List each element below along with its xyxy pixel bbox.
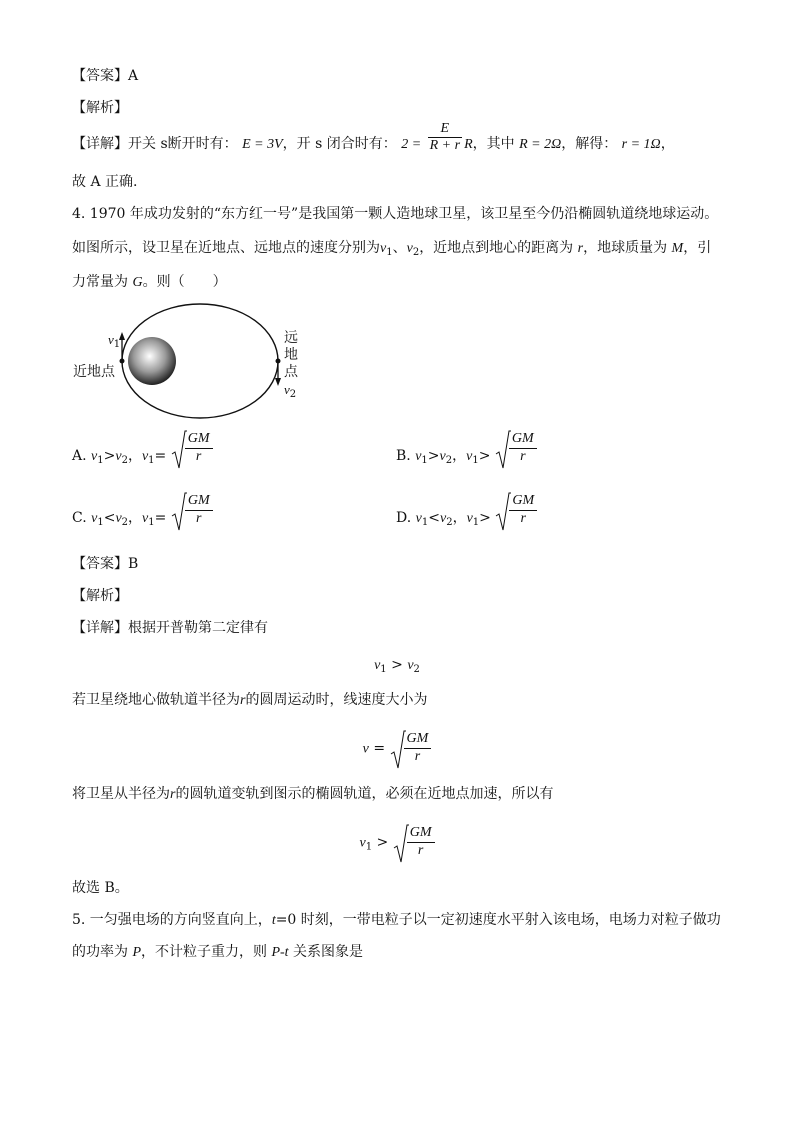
option-a[interactable] — [72, 431, 213, 471]
q4-stem-line-3 — [72, 272, 227, 293]
answer-tag: 【答案】 — [72, 556, 128, 572]
symbol-v: v — [91, 511, 98, 526]
separator: ， — [452, 448, 467, 464]
sqrt-denominator: r — [520, 449, 526, 464]
symbol-v: v — [466, 511, 473, 526]
stem-text: 关系图象是 — [293, 944, 364, 960]
sqrt-numerator: GM — [509, 430, 537, 449]
q3-answer-line — [72, 66, 138, 86]
subscript: 1 — [97, 455, 104, 466]
symbol-v: v — [406, 241, 413, 256]
sqrt-gm-over-r — [495, 492, 537, 528]
relation: < — [428, 510, 440, 526]
earth — [128, 337, 176, 385]
figure-v1-label — [108, 330, 120, 355]
detail-text: 若卫星绕地心做轨道半径为 — [72, 692, 240, 708]
symbol-p-t: P-t — [271, 945, 289, 960]
option-letter: C. — [72, 510, 87, 526]
q4-detail-line — [72, 618, 268, 638]
subscript: 2 — [121, 517, 129, 528]
q4-stem-line-2 — [72, 238, 711, 263]
equation-v1-gt-v2 — [0, 654, 794, 681]
symbol-v: v — [141, 449, 149, 464]
orbit-figure — [68, 300, 318, 420]
detail-text: ，其中 — [472, 136, 515, 152]
stem-text: ，地球质量为 — [583, 240, 668, 256]
relation: > — [479, 510, 491, 526]
symbol-v: v — [374, 658, 381, 673]
detail-tag: 【详解】 — [72, 620, 128, 636]
answer-value: B — [128, 556, 139, 572]
apogee-char: 远 — [284, 330, 298, 346]
symbol-m: M — [671, 241, 684, 256]
subscript: 1 — [421, 455, 428, 466]
symbol-v: v — [115, 449, 122, 464]
relation: = — [154, 448, 167, 464]
subscript: 1 — [380, 664, 387, 675]
subscript: 2 — [412, 247, 420, 258]
symbol-v: v — [415, 449, 422, 464]
sqrt-gm-over-r — [390, 730, 432, 767]
stem-text: 5. 一匀强电场的方向竖直向上， — [72, 912, 272, 928]
subscript: 1 — [472, 455, 479, 466]
symbol-r: r — [170, 787, 176, 802]
q4-analysis-line — [72, 586, 128, 606]
separator: ， — [128, 510, 143, 526]
sqrt-denominator: r — [520, 511, 526, 526]
sqrt-numerator: GM — [185, 492, 213, 511]
option-letter: B. — [396, 448, 411, 464]
relation: > — [427, 448, 440, 464]
sqrt-numerator: GM — [404, 730, 432, 749]
q4-stem-line-1: 4. 1970 年成功发射的“东方红一号”是我国第一颗人造地球卫星，该卫星至今仍沿椭圆轨道绕地球运动。 — [72, 206, 719, 222]
option-b[interactable] — [396, 431, 537, 471]
sqrt-numerator: GM — [185, 430, 213, 449]
v2-arrowhead — [275, 378, 281, 386]
subscript: 2 — [289, 389, 297, 400]
sqrt-gm-over-r — [495, 430, 537, 466]
option-letter: A. — [72, 448, 87, 464]
relation: > — [391, 657, 403, 673]
analysis-tag: 【解析】 — [72, 588, 128, 604]
analysis-tag: 【解析】 — [72, 100, 128, 116]
equation-r: R = 2Ω — [519, 137, 562, 152]
q5-stem-line-2 — [72, 942, 363, 963]
separator: ， — [127, 448, 142, 464]
symbol-t: t — [271, 913, 276, 928]
detail-tag: 【详解】 — [72, 136, 128, 152]
detail-text: ，解得： — [561, 136, 618, 152]
figure-apogee-label — [284, 330, 304, 381]
symbol-v: v — [115, 511, 122, 526]
apogee-char: 点 — [284, 364, 298, 380]
symbol-r: r — [577, 241, 584, 256]
subscript: 1 — [113, 339, 121, 350]
symbol-v: v — [362, 741, 369, 757]
symbol-v: v — [380, 241, 387, 256]
sqrt-numerator: GM — [509, 492, 537, 511]
q4-conclusion: 故选 B。 — [72, 880, 129, 896]
symbol-v: v — [284, 382, 290, 397]
stem-text: 如图所示，设卫星在近地点、远地点的速度分别为 — [72, 240, 380, 256]
detail-text: ， — [660, 136, 675, 152]
symbol-v: v — [407, 658, 414, 673]
q3-detail-line — [72, 120, 675, 155]
symbol-v: v — [108, 332, 114, 347]
subscript: 1 — [148, 455, 155, 466]
symbol-v: v — [466, 449, 473, 464]
equation-lhs: 2 = — [401, 137, 422, 152]
sqrt-denominator: r — [195, 449, 202, 464]
option-letter: D. — [396, 510, 412, 526]
relation: > — [478, 448, 491, 464]
answer-value: A — [128, 68, 139, 84]
option-c[interactable] — [72, 493, 213, 533]
relation: > — [376, 834, 389, 851]
figure-v2-label — [284, 380, 296, 405]
answer-tag: 【答案】 — [72, 68, 128, 84]
q4-circle-line — [72, 690, 427, 711]
fraction-numerator: E — [428, 121, 462, 138]
subscript: 1 — [97, 517, 104, 528]
equation-result: r = 1Ω — [621, 137, 661, 152]
stem-text: ，不计粒子重力，则 — [141, 944, 268, 960]
detail-text: 的圆轨道变轨到图示的椭圆轨道，必须在近地点加速，所以有 — [175, 786, 554, 802]
sqrt-gm-over-r — [171, 492, 213, 528]
symbol-v: v — [142, 511, 149, 526]
sqrt-numerator: GM — [407, 824, 435, 843]
stem-text: 、 — [392, 240, 407, 256]
stem-text: ，引 — [683, 240, 712, 256]
symbol-r: r — [240, 693, 246, 708]
sqrt-gm-over-r — [171, 430, 213, 466]
stem-text: 。则（ ） — [142, 274, 227, 290]
sqrt-denominator: r — [417, 843, 424, 858]
subscript: 1 — [421, 517, 429, 528]
subscript: 2 — [413, 664, 420, 675]
equation-v1-gt-sqrt — [0, 824, 794, 861]
sqrt-denominator: r — [414, 749, 421, 764]
equation-tail: R — [464, 137, 473, 152]
relation: > — [103, 448, 116, 464]
detail-text: 的圆周运动时，线速度大小为 — [245, 692, 428, 708]
detail-text: 根据开普勒第二定律有 — [128, 620, 268, 636]
separator: ， — [452, 510, 467, 526]
subscript: 2 — [446, 517, 453, 528]
stem-text: 的功率为 — [72, 944, 128, 960]
detail-text: ，开 s 闭合时有： — [282, 136, 397, 152]
q4-transfer-line — [72, 784, 553, 805]
subscript: 1 — [472, 517, 480, 528]
sqrt-denominator: r — [195, 511, 202, 526]
q3-conclusion: 故 A 正确. — [72, 174, 138, 190]
detail-text: 开关 s断开时有： — [128, 136, 238, 152]
relation: = — [373, 740, 386, 757]
figure-perigee-label: 近地点 — [73, 364, 115, 380]
subscript: 2 — [445, 455, 453, 466]
subscript: 1 — [148, 517, 155, 528]
stem-text: 力常量为 — [72, 274, 128, 290]
stem-text: =0 时刻，一带电粒子以一定初速度水平射入该电场，电场力对粒子做功 — [275, 912, 721, 928]
symbol-v: v — [91, 449, 98, 464]
symbol-v: v — [415, 511, 422, 526]
q5-stem-line-1 — [72, 910, 721, 931]
apogee-char: 地 — [284, 347, 298, 363]
sqrt-gm-over-r — [393, 824, 435, 861]
equation-v-circular — [0, 730, 794, 767]
detail-text: 将卫星从半径为 — [72, 786, 170, 802]
subscript: 1 — [365, 841, 373, 853]
stem-text: ，近地点到地心的距离为 — [419, 240, 574, 256]
fraction — [428, 121, 462, 154]
q4-answer-line — [72, 554, 138, 574]
subscript: 1 — [386, 247, 393, 258]
relation: = — [154, 510, 167, 526]
relation: < — [103, 510, 116, 526]
fraction-denominator: R + r — [429, 137, 461, 153]
subscript: 2 — [121, 455, 128, 466]
symbol-v: v — [359, 835, 366, 851]
option-d[interactable] — [396, 493, 537, 533]
symbol-g: G — [132, 275, 143, 290]
symbol-v: v — [439, 511, 447, 526]
symbol-p: P — [132, 945, 142, 960]
q3-analysis-line — [72, 98, 128, 118]
symbol-v: v — [439, 449, 446, 464]
equation-e: E = 3V — [242, 137, 283, 152]
